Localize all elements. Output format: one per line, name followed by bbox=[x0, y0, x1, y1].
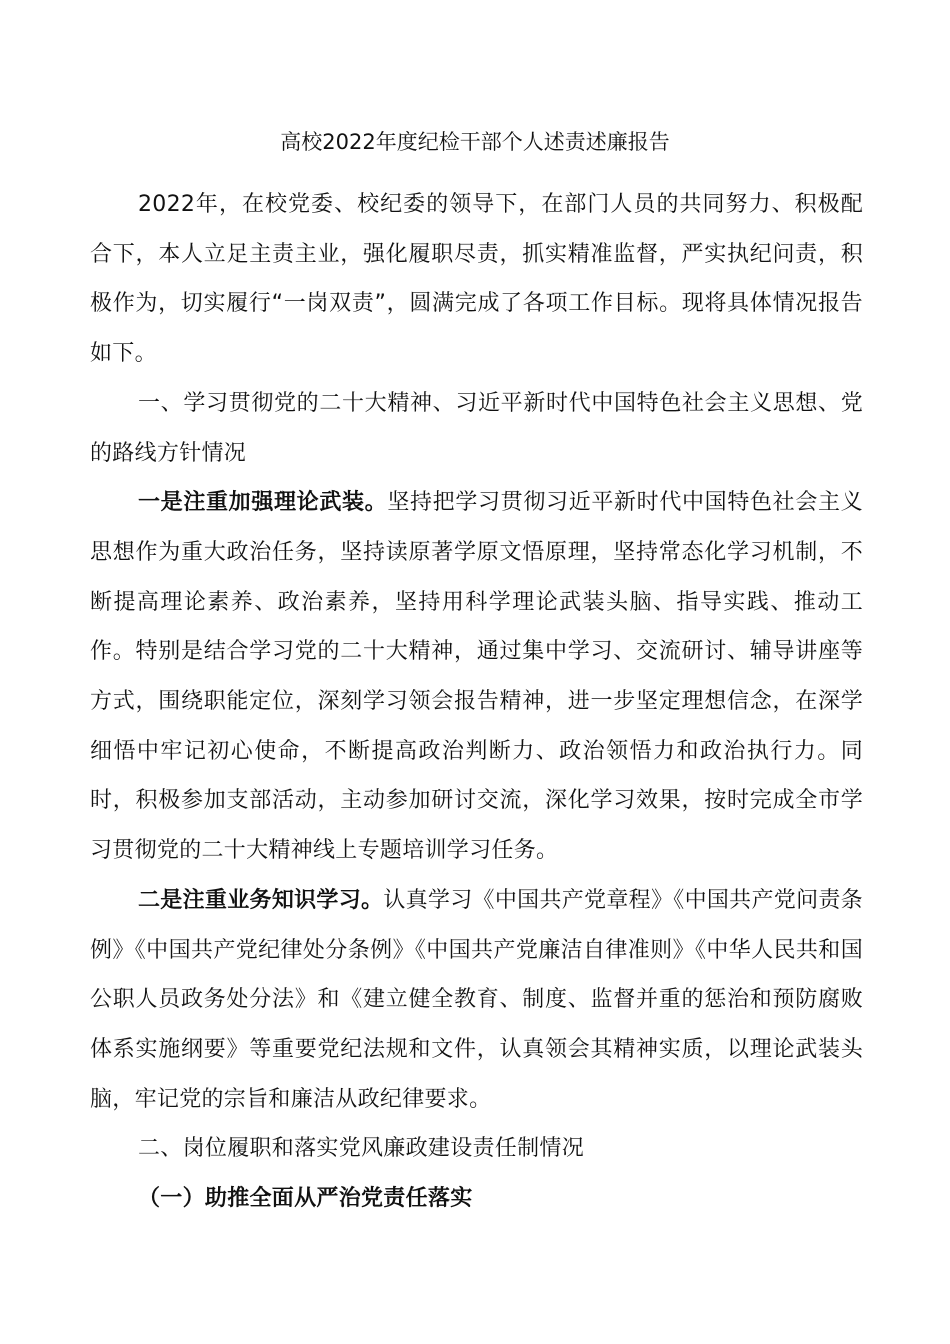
section-2-heading: 二、岗位履职和落实党风廉政建设责任制情况 bbox=[138, 1136, 585, 1162]
point-1-paragraph bbox=[90, 478, 863, 876]
point-1-lead: 一是注重加强理论武装。 bbox=[138, 490, 388, 516]
section-1-heading: 一、学习贯彻党的二十大精神、习近平新时代中国特色社会主义思想、党的路线方针情况 bbox=[90, 390, 863, 466]
point-2-text: 认真学习《中国共产党章程》《中国共产党问责条例》《中国共产党纪律处分条例》《中国共产党廉洁自律准则》《中华人民共和国公职人员政务处分法》和《建立健全教育、制度、监督并重的惩治和预防腐败体系实施纲要》等重要党纪法规和文件，认真领会其精神实质，以理论武装头脑，牢记党的宗旨和廉洁从政纪律要求。 bbox=[90, 887, 863, 1112]
intro-paragraph: 2022年，在校党委、校纪委的领导下，在部门人员的共同努力、积极配合下，本人立足主责主业，强化履职尽责，抓实精准监督，严实执纪问责，积极作为，切实履行“一岗双责”，圆满完成了各项工作目标。现将具体情况报告如下。 bbox=[90, 192, 863, 367]
point-1-text: 坚持把学习贯彻习近平新时代中国特色社会主义思想作为重大政治任务，坚持读原著学原文悟原理，坚持常态化学习机制，不断提高理论素养、政治素养，坚持用科学理论武装头脑、指导实践、推动工作。特别是结合学习党的二十大精神，通过集中学习、交流研讨、辅导讲座等方式，围绕职能定位，深刻学习领会报告精神，进一步坚定理想信念，在深学细悟中牢记初心使命，不断提高政治判断力、政治领悟力和政治执行力。同时，积极参加支部活动，主动参加研讨交流，深化学习效果，按时完成全市学习贯彻党的二十大精神线上专题培训学习任务。 bbox=[90, 490, 863, 864]
point-2-lead: 二是注重业务知识学习。 bbox=[138, 887, 384, 913]
document-body bbox=[90, 180, 863, 1224]
section-2-subheading-1: （一）助推全面从严治党责任落实 bbox=[138, 1186, 473, 1212]
document-title: 高校2022年度纪检干部个人述责述廉报告 bbox=[280, 130, 670, 154]
point-2-paragraph bbox=[90, 876, 863, 1125]
